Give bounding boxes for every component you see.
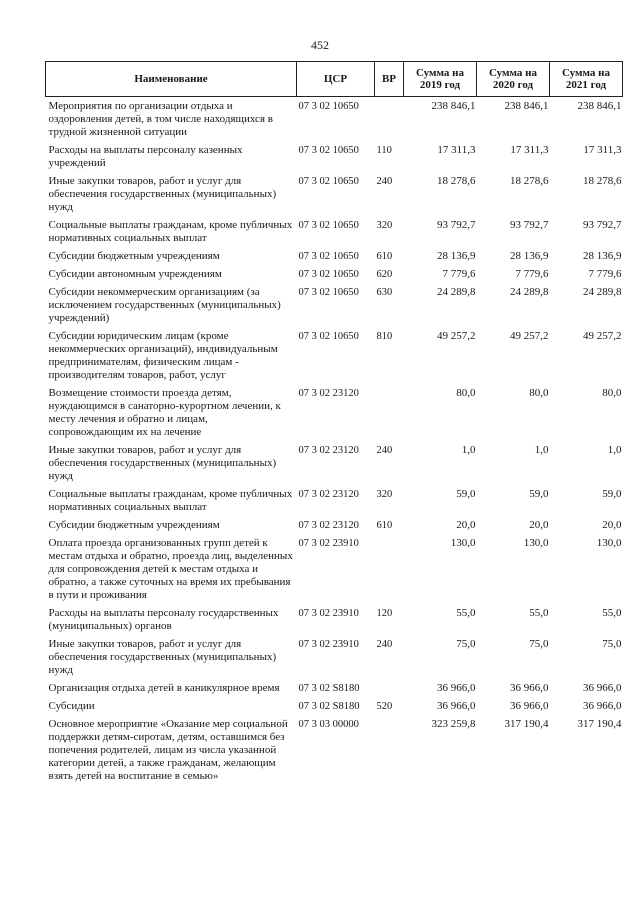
table-row: [46, 286, 623, 330]
row-name: Субсидии юридическим лицам (кроме некоммерческих организаций), индивидуальным предпринимателям, физическим лицам - производителям товаров, работ, услуг: [48, 330, 278, 381]
row-sum-2021: 130,0: [596, 537, 622, 549]
table-row: [46, 97, 623, 145]
row-sum-2019: 59,0: [456, 488, 476, 500]
row-sum-2019: 93 792,7: [437, 219, 476, 231]
row-sum-2019: 28 136,9: [437, 250, 476, 262]
table-row: [46, 387, 623, 444]
row-sum-2019: 323 259,8: [431, 718, 476, 730]
table-row: [46, 700, 623, 718]
row-sum-2020: 24 289,8: [510, 286, 549, 298]
table-row: [46, 537, 623, 607]
row-csr: 07 3 02 23910: [298, 538, 359, 549]
table-row: [46, 488, 623, 519]
row-sum-2019: 130,0: [450, 537, 476, 549]
row-name: Основное мероприятие «Оказание мер социальной поддержки детям-сиротам, детям, оставшимся без попечения родителей, лицам из числа указанной категории детей, а также гражданам, желающим взять детей на воспитание в семью»: [48, 718, 288, 782]
row-sum-2021: 17 311,3: [583, 144, 622, 156]
row-sum-2021: 75,0: [602, 638, 622, 650]
row-sum-2020: 80,0: [529, 387, 549, 399]
row-sum-2020: 17 311,3: [510, 144, 549, 156]
row-vr: 240: [376, 176, 393, 187]
row-vr: [375, 718, 404, 788]
budget-table: [45, 61, 623, 788]
row-sum-2021: 18 278,6: [583, 175, 622, 187]
row-vr: 240: [376, 639, 393, 650]
row-csr: 07 3 02 23120: [298, 520, 359, 531]
row-csr: 07 3 02 23120: [298, 388, 359, 399]
row-csr: 07 3 02 10650: [298, 331, 359, 342]
header-vr: ВР: [375, 62, 404, 97]
row-sum-2021: 49 257,2: [583, 330, 622, 342]
row-sum-2020: 75,0: [529, 638, 549, 650]
header-sum-2021: Сумма на 2021 год: [550, 62, 623, 97]
row-sum-2019: 55,0: [456, 607, 476, 619]
row-sum-2019: 20,0: [456, 519, 476, 531]
table-row: [46, 444, 623, 488]
table-row: [46, 718, 623, 788]
row-csr: 07 3 02 10650: [298, 220, 359, 231]
row-name: Социальные выплаты гражданам, кроме публичных нормативных социальных выплат: [48, 219, 293, 244]
row-name: Субсидии некоммерческим организациям (за исключением государственных (муниципальных) учреждений): [48, 286, 281, 324]
row-vr: 810: [376, 331, 393, 342]
table-header: [46, 62, 623, 97]
row-csr: 07 3 02 10650: [298, 269, 359, 280]
row-sum-2019: 238 846,1: [431, 100, 476, 112]
row-sum-2020: 238 846,1: [504, 100, 549, 112]
row-sum-2021: 1,0: [607, 444, 622, 456]
row-sum-2020: 18 278,6: [510, 175, 549, 187]
row-name: Расходы на выплаты персоналу казенных учреждений: [48, 144, 243, 169]
row-vr: 320: [376, 220, 393, 231]
row-vr: 620: [376, 269, 393, 280]
row-sum-2020: 130,0: [523, 537, 549, 549]
header-sum-2019: Сумма на 2019 год: [404, 62, 477, 97]
row-sum-2021: 7 779,6: [588, 268, 622, 280]
row-name: Социальные выплаты гражданам, кроме публичных нормативных социальных выплат: [48, 488, 293, 513]
row-sum-2019: 7 779,6: [442, 268, 476, 280]
table-row: [46, 268, 623, 286]
row-vr: [375, 387, 404, 444]
row-sum-2019: 24 289,8: [437, 286, 476, 298]
row-sum-2020: 59,0: [529, 488, 549, 500]
row-vr: 320: [376, 489, 393, 500]
row-sum-2019: 49 257,2: [437, 330, 476, 342]
table-row: [46, 638, 623, 682]
row-name: Расходы на выплаты персоналу государственных (муниципальных) органов: [48, 607, 279, 632]
row-vr: [375, 537, 404, 607]
row-csr: 07 3 02 S8180: [298, 701, 360, 712]
row-vr: [375, 97, 404, 145]
table-row: [46, 250, 623, 268]
row-sum-2021: 36 966,0: [583, 682, 622, 694]
row-name: Субсидии бюджетным учреждениям: [48, 250, 220, 262]
row-name: Иные закупки товаров, работ и услуг для обеспечения государственных (муниципальных) нужд: [48, 638, 277, 676]
row-csr: 07 3 02 23120: [298, 489, 359, 500]
row-vr: 630: [376, 287, 393, 298]
header-name: Наименование: [46, 62, 297, 97]
row-sum-2020: 20,0: [529, 519, 549, 531]
row-vr: 110: [376, 145, 392, 156]
table-row: [46, 682, 623, 700]
row-vr: 240: [376, 445, 393, 456]
row-sum-2019: 36 966,0: [437, 700, 476, 712]
table-row: [46, 144, 623, 175]
row-sum-2019: 18 278,6: [437, 175, 476, 187]
row-csr: 07 3 02 10650: [298, 251, 359, 262]
table-row: [46, 330, 623, 387]
row-csr: 07 3 02 23120: [298, 445, 359, 456]
row-sum-2021: 55,0: [602, 607, 622, 619]
row-name: Оплата проезда организованных групп детей к местам отдыха и обратно, проезда лиц, выделенных для сопровождения детей к местам отдыха и обратно, а также суточных на время их пребывания в пути и проживания: [48, 537, 293, 601]
row-sum-2021: 20,0: [602, 519, 622, 531]
row-sum-2021: 80,0: [602, 387, 622, 399]
header-csr: ЦСР: [297, 62, 375, 97]
row-csr: 07 3 03 00000: [298, 719, 359, 730]
row-sum-2020: 93 792,7: [510, 219, 549, 231]
row-sum-2020: 36 966,0: [510, 682, 549, 694]
table-row: [46, 607, 623, 638]
row-sum-2021: 93 792,7: [583, 219, 622, 231]
row-csr: 07 3 02 10650: [298, 287, 359, 298]
row-sum-2020: 49 257,2: [510, 330, 549, 342]
table-row: [46, 519, 623, 537]
row-csr: 07 3 02 10650: [298, 101, 359, 112]
row-sum-2021: 317 190,4: [577, 718, 622, 730]
table-row: [46, 175, 623, 219]
row-name: Организация отдыха детей в каникулярное время: [48, 682, 280, 694]
table-row: [46, 219, 623, 250]
row-name: Субсидии автономным учреждениям: [48, 268, 222, 280]
row-sum-2019: 1,0: [461, 444, 476, 456]
row-name: Мероприятия по организации отдыха и оздоровления детей, в том числе находящихся в трудной жизненной ситуации: [48, 100, 273, 138]
row-name: Возмещение стоимости проезда детям, нуждающимся в санаторно-курортном лечении, к месту лечения и обратно и лицам, сопровождающим их на лечение: [48, 387, 281, 438]
row-sum-2021: 59,0: [602, 488, 622, 500]
page-number: 452: [311, 38, 329, 52]
row-name: Иные закупки товаров, работ и услуг для обеспечения государственных (муниципальных) нужд: [48, 444, 277, 482]
row-sum-2020: 36 966,0: [510, 700, 549, 712]
row-name: Субсидии: [48, 700, 95, 712]
row-csr: 07 3 02 10650: [298, 145, 359, 156]
row-csr: 07 3 02 23910: [298, 608, 359, 619]
row-sum-2020: 28 136,9: [510, 250, 549, 262]
row-vr: 610: [376, 520, 393, 531]
row-sum-2021: 28 136,9: [583, 250, 622, 262]
row-sum-2020: 317 190,4: [504, 718, 549, 730]
row-vr: 120: [376, 608, 393, 619]
row-sum-2019: 80,0: [456, 387, 476, 399]
row-sum-2019: 36 966,0: [437, 682, 476, 694]
header-sum-2020: Сумма на 2020 год: [477, 62, 550, 97]
row-name: Субсидии бюджетным учреждениям: [48, 519, 220, 531]
row-csr: 07 3 02 10650: [298, 176, 359, 187]
row-vr: 520: [376, 701, 393, 712]
row-sum-2019: 17 311,3: [437, 144, 476, 156]
row-csr: 07 3 02 23910: [298, 639, 359, 650]
row-vr: [375, 682, 404, 700]
row-sum-2020: 1,0: [534, 444, 549, 456]
row-sum-2019: 75,0: [456, 638, 476, 650]
row-sum-2020: 55,0: [529, 607, 549, 619]
row-sum-2020: 7 779,6: [515, 268, 549, 280]
row-sum-2021: 24 289,8: [583, 286, 622, 298]
row-sum-2021: 238 846,1: [577, 100, 622, 112]
row-vr: 610: [376, 251, 393, 262]
table-body: [46, 97, 623, 789]
row-sum-2021: 36 966,0: [583, 700, 622, 712]
row-name: Иные закупки товаров, работ и услуг для обеспечения государственных (муниципальных) нужд: [48, 175, 277, 213]
row-csr: 07 3 02 S8180: [298, 683, 360, 694]
